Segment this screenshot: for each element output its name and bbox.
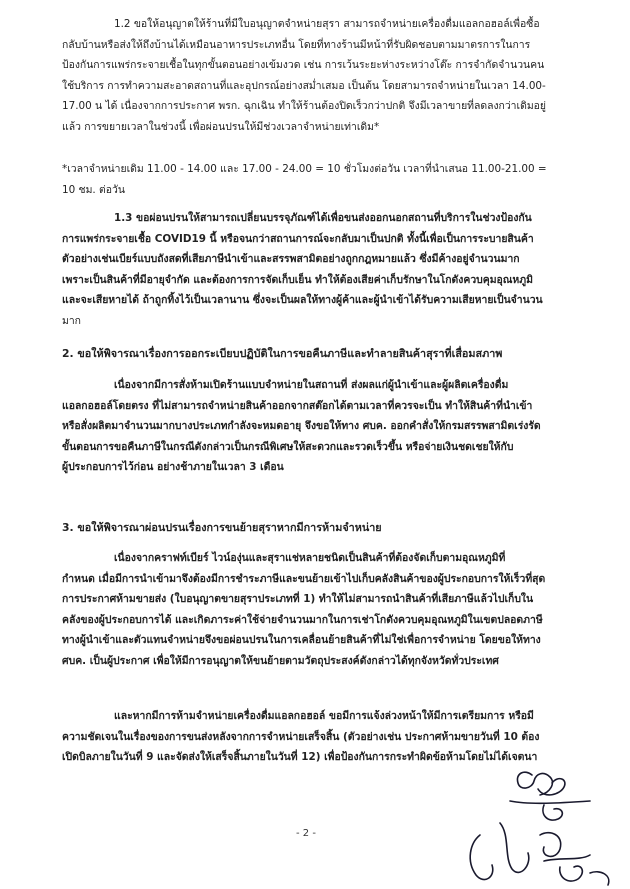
text-line: กำหนด เมื่อมีการนำเข้ามาจึงต้องมีการชำระภาษีและขนย้ายเข้าไปเก็บคลังสินค้าของผู้ประกอบการให้เร็วที่สุด [62,572,546,585]
text-line: แอลกอฮอล์โดยตรง ที่ไม่สามารถจำหน่ายสินค้าออกจากสต๊อกได้ตามเวลาที่ควรจะเป็น ทำให้สินค้าที่นำเข้า [62,399,533,412]
text-line: 1.2 ขอให้อนุญาตให้ร้านที่มีใบอนุญาตจำหน่ายสุรา สามารถจำหน่ายเครื่องดื่มแอลกอฮอล์เพื่อซื้อ [114,18,540,30]
text-line: เปิดบิลภายในวันที่ 9 และจัดส่งให้เสร็จสิ้นภายในวันที่ 12) เพื่อป้องกันการกระทำผิดข้อห้ามโดยไม่ได้เจตนา [62,751,538,763]
text-line: ทางผู้นำเข้าและตัวแทนจำหน่ายจึงขอผ่อนปรนในการเคลื่อนย้ายสินค้าที่ไม่ใช่เพื่อการจำหน่าย โดยขอให้ทาง [62,634,541,646]
signature-stroke [560,866,583,881]
paragraph-3 [62,548,614,671]
paragraph-2 [62,375,614,478]
text-line: *เวลาจำหน่ายเดิม 11.00 - 14.00 และ 17.00 - 24.00 = 10 ชั่วโมงต่อวัน เวลาที่นำเสนอ 11.00-21.00 = [62,163,547,175]
text-line: เนื่องจากคราฟท์เบียร์ ไวน์องุ่นและสุราแช่หลายชนิดเป็นสินค้าที่ต้องจัดเก็บตามอุณหภูมิที่ [114,552,506,564]
text-line: 1.3 ขอผ่อนปรนให้สามารถเปลี่ยนบรรจุภัณฑ์ได้เพื่อขนส่งออกนอกสถานที่บริการในช่วงป้องกัน [114,212,532,224]
text-line: และจะเสียหายได้ ถ้าถูกทิ้งไว้เป็นเวลานาน ซึ่งจะเป็นผลให้ทางผู้ค้าและผู้นำเข้าได้รับความเสียหายเป็นจำนวน [62,294,543,306]
text-line: ตัวอย่างเช่นเบียร์แบบถังสดที่เสียภาษีนำเข้าและสรรพสามิตอย่างถูกกฎหมายแล้ว ซึ่งมีค้างอยู่จำนวนมาก [62,253,520,265]
page-number: - 2 - [296,828,316,839]
text-line: มาก [62,314,81,327]
signature-stroke [500,823,529,872]
text-line: คลังของผู้ประกอบการได้ และเกิดภาระค่าใช้จ่ายจำนวนมากในการเช่าโกดังควบคุมอุณหภูมิในเขตปลอดภาษี [62,613,543,626]
text-line: เพราะเป็นสินค้าที่มีอายุจำกัด และต้องการการจัดเก็บเย็น ทำให้ต้องเสียค่าเก็บรักษาในโกดังควบคุมอุณหภูมิ [62,273,533,286]
text-line: และหากมีการห้ามจำหน่ายเครื่องดื่มแอลกอฮอล์ ขอมีการแจ้งล่วงหน้าให้มีการเตรียมการ หรือมี [114,710,534,722]
text-line: การประกาศห้ามขายส่ง (ใบอนุญาตขายสุราประเภทที่ 1) ทำให้ไม่สามารถนำสินค้าที่เสียภาษีแล้วไปเก็บใน [62,593,534,605]
signature-stroke [543,805,562,820]
paragraph-1-3 [62,208,614,331]
text-line: การแพร่กระจายเชื้อ COVID19 นี้ หรือจนกว่าสถานการณ์จะกลับมาเป็นปกติ ทั้งนี้เพื่อเป็นการระบายสินค้า [62,232,534,245]
signature-stroke [540,833,561,857]
signature-stroke [510,801,590,803]
handwritten-signatures [440,765,630,889]
text-line: ความชัดเจนในเรื่องของการขนส่งหลังจากการจำหน่ายเสร็จสิ้น (ตัวอย่างเช่น ประกาศห้ามขายวันที่ 10 ต้อง [62,730,540,743]
section-heading-3: 3. ขอให้พิจารณาผ่อนปรนเรื่องการขนย้ายสุราหากมีการห้ามจำหน่าย [62,521,382,534]
text-line: ศบค. เป็นผู้ประกาศ เพื่อให้มีการอนุญาตให้ขนย้ายตามวัตถุประสงค์ดังกล่าวได้ทุกจังหวัดทั่วประเทศ [62,654,499,667]
signature-stroke [470,835,493,880]
text-line: ป้องกันการแพร่กระจายเชื้อในทุกขั้นตอนอย่างเข้มงวด เช่น การเว้นระยะห่างระหว่างโต๊ะ การจำกัดจำนวนคน [62,59,545,71]
text-line: 17.00 น ได้ เนื่องจากการประกาศ พรก. ฉุกเฉิน ทำให้ร้านต้องปิดเร็วกว่าปกติ จึงมีเวลาขายที่ลดลงกว่าเดิมอยู่ [62,100,546,112]
text-line: เนื่องจากมีการสั่งห้ามเปิดร้านแบบจำหน่ายในสถานที่ ส่งผลแก่ผู้นำเข้าและผู้ผลิตเครื่องดื่ม [114,379,509,391]
paragraph-1-2 [62,14,614,137]
text-line: ขั้นตอนการขอคืนภาษีในกรณีดังกล่าวเป็นกรณีพิเศษให้สะดวกและรวดเร็วขึ้น หรือจ่ายเงินชดเชยให้กับ [62,440,514,453]
signature-stroke [590,872,609,885]
text-line: ผู้ประกอบการไว้ก่อน อย่างช้าภายในเวลา 3 เดือน [62,461,284,473]
signature-stroke [517,772,552,795]
section-heading-2: 2. ขอให้พิจารณาเรื่องการออกระเบียบปฏิบัติในการขอคืนภาษีและทำลายสินค้าสุราที่เสื่อมสภาพ [62,347,503,360]
text-line: 10 ชม. ต่อวัน [62,183,125,196]
text-line: กลับบ้านหรือส่งให้ถึงบ้านได้เหมือนอาหารประเภทอื่น โดยที่ทางร้านมีหน้าที่รับผิดชอบตามมาตรการในการ [62,38,531,51]
note-paragraph [62,159,614,200]
text-line: หรือสั่งผลิตมาจำนวนมากบางประเภทกำลังจะหมดอายุ จึงขอให้ทาง ศบค. ออกคำสั่งให้กรมสรรพสามิตเร่งรัด [62,420,541,432]
paragraph-4 [62,706,614,768]
text-line: ใช้บริการ การทำความสะอาดสถานที่และอุปกรณ์อย่างสม่ำเสมอ เป็นต้น โดยสามารถจำหน่ายในเวลา 14.00- [62,79,546,92]
text-line: แล้ว การขยายเวลาในช่วงนี้ เพื่อผ่อนปรนให้มีช่วงเวลาจำหน่ายเท่าเดิม* [62,120,380,133]
